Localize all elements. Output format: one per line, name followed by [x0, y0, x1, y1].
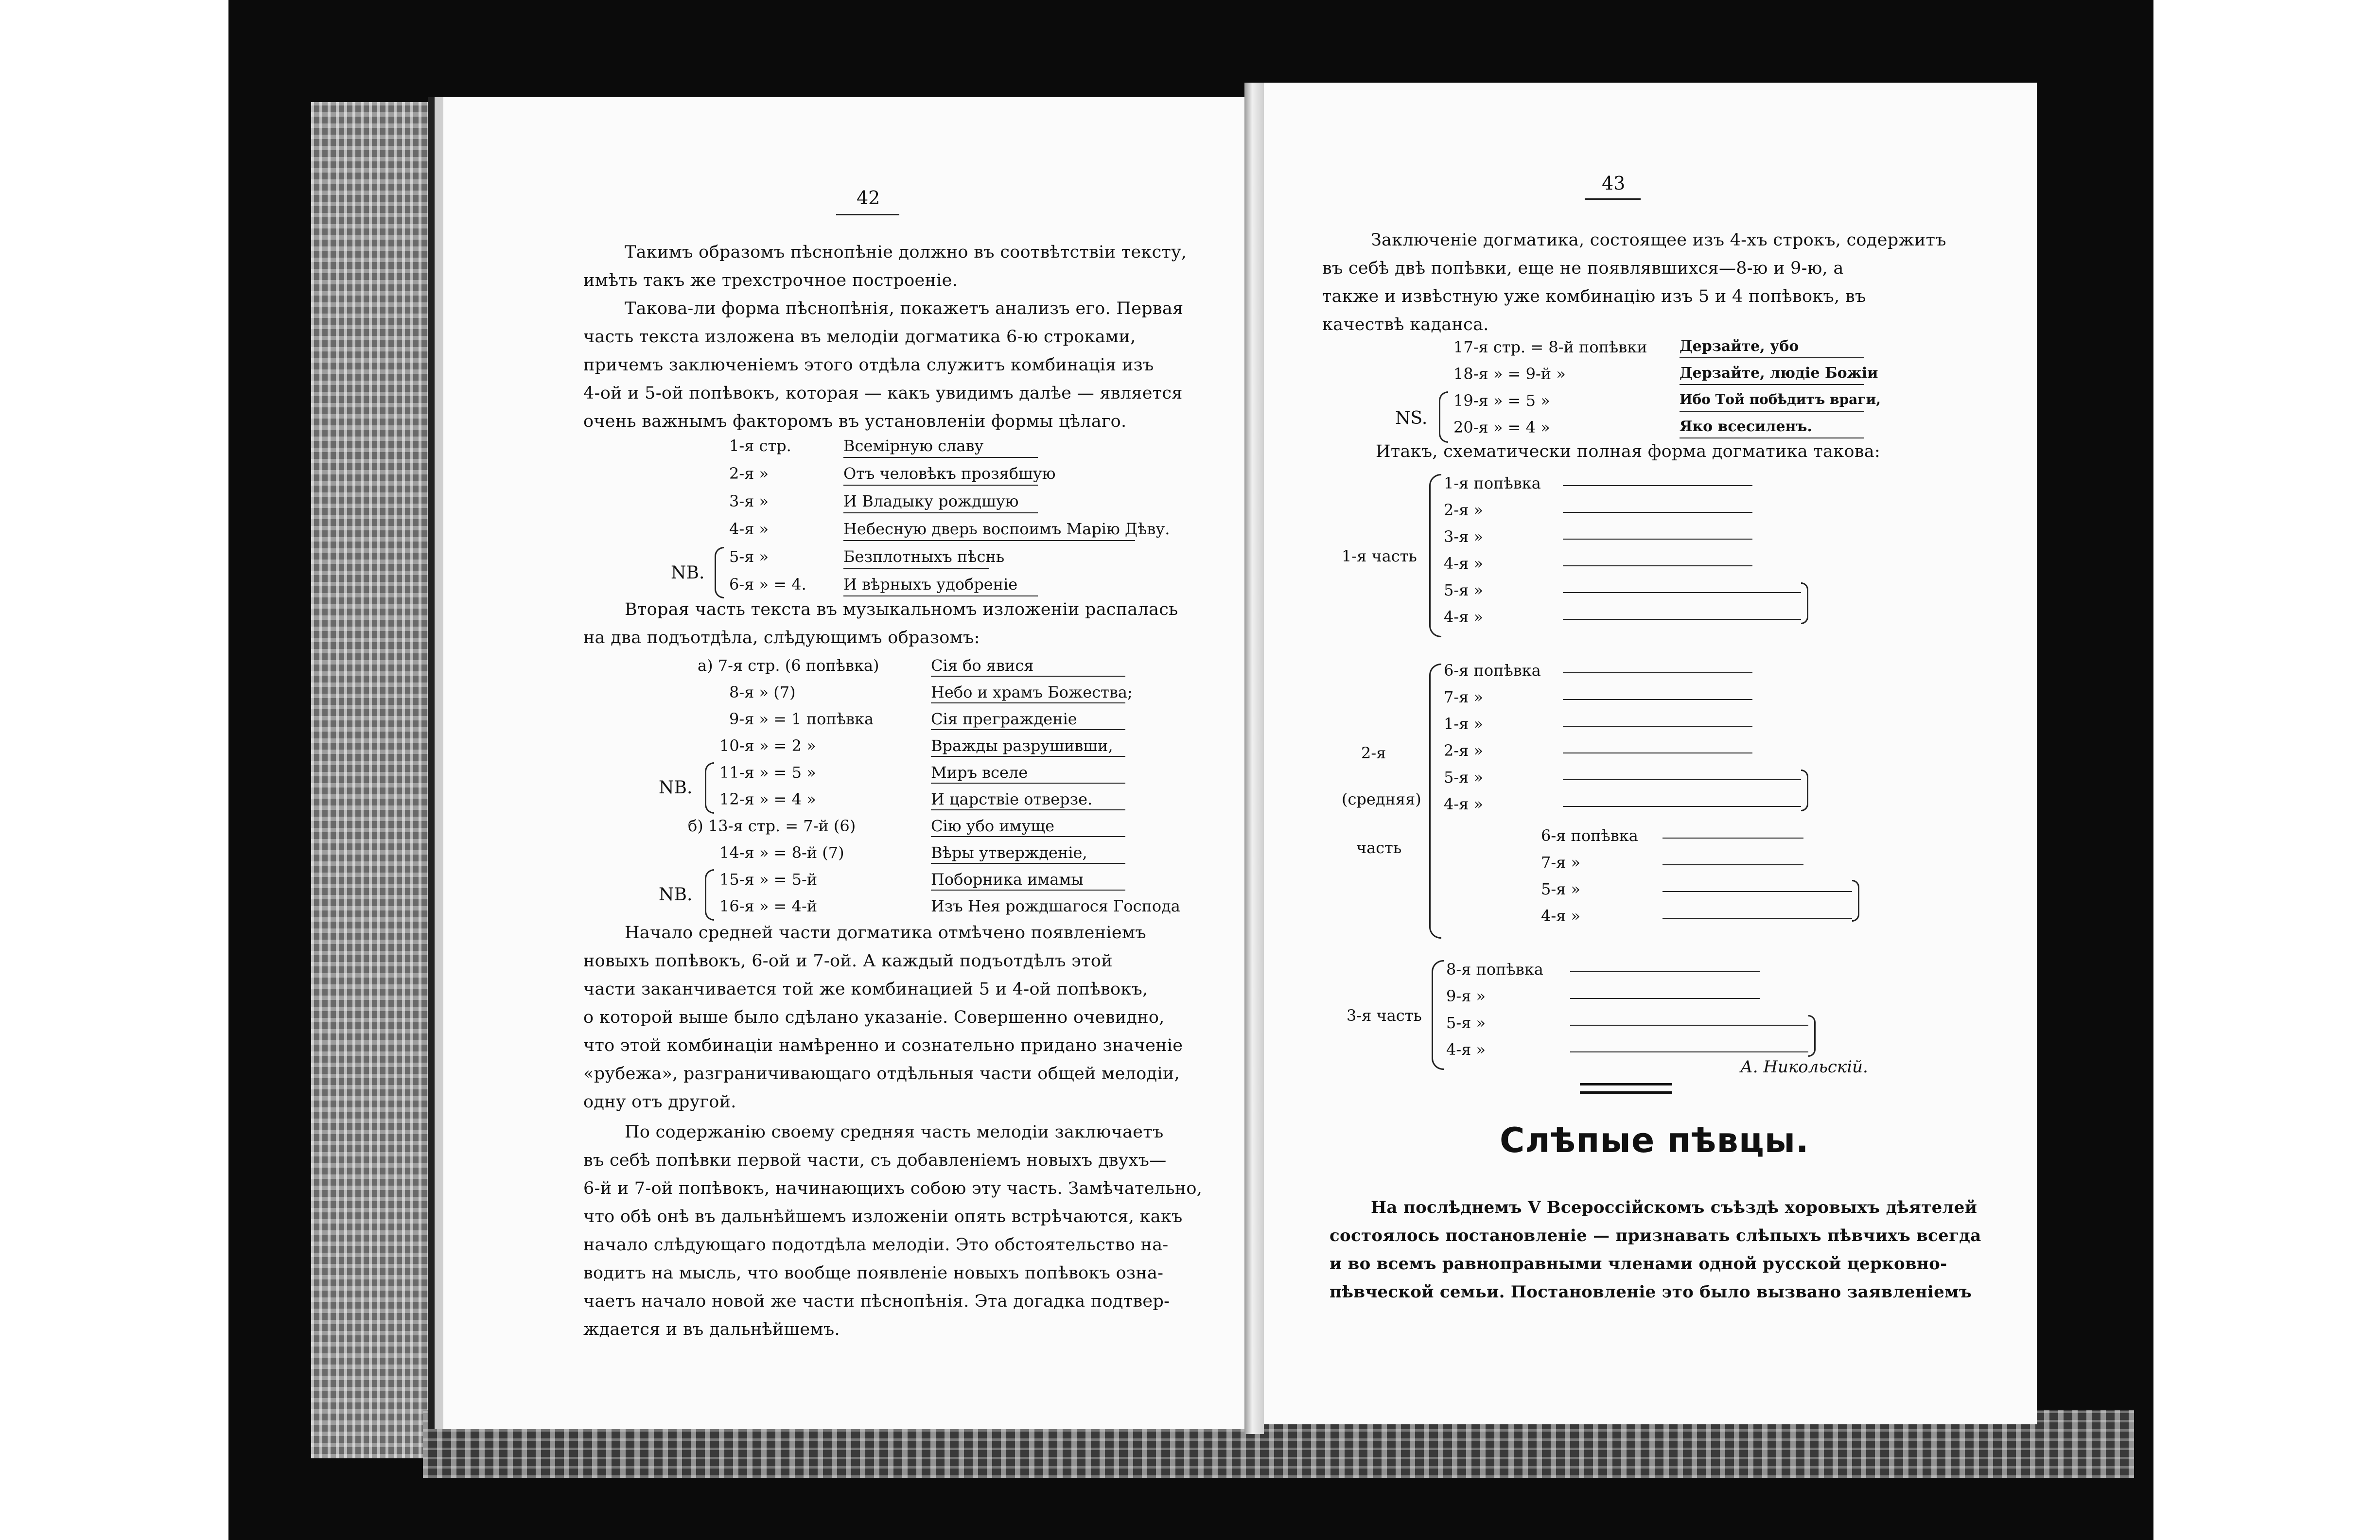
table-row-label: 14-я » = 8-й (7) — [719, 843, 844, 862]
schema-row: 4-я » — [1444, 554, 1484, 573]
table-row-label: 15-я » = 5-й — [719, 870, 818, 889]
scan-noise-left — [311, 102, 428, 1458]
table-row-text: И Владыку рождшую — [843, 492, 1019, 510]
schema-row: 4-я » — [1444, 795, 1484, 813]
schema-line — [1563, 726, 1752, 727]
text-line: въ себѣ двѣ попѣвки, еще не появлявшихся—8-ю и 9-ю, а — [1322, 259, 1844, 278]
brace — [1801, 582, 1808, 624]
brace — [1808, 1015, 1816, 1057]
schema-row: 5-я » — [1444, 581, 1484, 599]
brace — [1432, 960, 1444, 1070]
text-line: чаетъ начало новой же части пѣснопѣнія. Эта догадка подтвер- — [583, 1292, 1170, 1311]
table-row-label: 10-я » = 2 » — [719, 736, 816, 755]
schema-line — [1570, 998, 1760, 999]
text-line: пѣвческой семьи. Постановленіе это было вызвано заявленіемъ — [1330, 1282, 1972, 1302]
schema-line — [1563, 512, 1752, 513]
schema-line — [1563, 565, 1752, 566]
table-row-label: 5-я » — [729, 547, 769, 566]
schema-line — [1570, 971, 1760, 972]
table-row-label: 8-я » (7) — [729, 683, 796, 701]
brace — [1429, 664, 1441, 939]
underline — [931, 863, 1125, 864]
section-rule — [1580, 1083, 1672, 1085]
text-line: также и извѣстную уже комбинацію изъ 5 и 4 попѣвокъ, въ — [1322, 287, 1866, 306]
schema-line — [1563, 806, 1801, 807]
schema-line — [1563, 752, 1752, 753]
author-signature: А. Никольскій. — [1740, 1057, 1868, 1077]
text-line: что обѣ онѣ въ дальнѣйшемъ изложеніи опять встрѣчаются, какъ — [583, 1207, 1183, 1226]
text-line: Вторая часть текста въ музыкальномъ изложеніи распалась — [625, 600, 1178, 619]
text-line: «рубежа», разграничивающаго отдѣльныя части общей мелодіи, — [583, 1064, 1180, 1084]
table-row-text: Сія бо явися — [931, 656, 1034, 675]
table-row-label: 11-я » = 5 » — [719, 763, 816, 782]
schema-row: 2-я » — [1444, 501, 1484, 519]
schema-row: 1-я » — [1444, 715, 1484, 733]
underline — [931, 890, 1125, 891]
schema-line — [1662, 838, 1803, 839]
underline — [931, 783, 1125, 784]
schema-row: 9-я » — [1446, 987, 1486, 1005]
table-row-text: Всемірную славу — [843, 437, 984, 455]
table-row-text: Дерзайте, убо — [1680, 338, 1799, 355]
schema-row: 2-я » — [1444, 741, 1484, 760]
schema-intro: Итакъ, схематически полная форма догматика такова: — [1376, 442, 1881, 461]
schema-line — [1563, 779, 1801, 780]
text-line: Такова-ли форма пѣснопѣнія, покажетъ анализъ его. Первая — [625, 299, 1184, 318]
underline — [843, 485, 1038, 486]
text-line: причемъ заключеніемъ этого отдѣла служитъ комбинація изъ — [583, 355, 1154, 375]
underline — [931, 809, 1125, 810]
nb-label: NB. — [659, 885, 693, 905]
schema-row: 8-я попѣвка — [1446, 960, 1543, 979]
brace — [705, 869, 714, 921]
schema-row: 5-я » — [1446, 1014, 1486, 1032]
brace — [715, 547, 724, 598]
underline — [1680, 411, 1864, 412]
part-label: (средняя) — [1342, 790, 1421, 808]
table-row-text: Дерзайте, людіе Божіи — [1680, 365, 1878, 382]
schema-row: 1-я попѣвка — [1444, 474, 1541, 492]
table-row-text: Безплотныхъ пѣснь — [843, 547, 1005, 566]
table-row-label: 12-я » = 4 » — [719, 790, 816, 808]
table-row-text: Поборника имамы — [931, 870, 1084, 889]
schema-line — [1563, 619, 1801, 620]
schema-row: 6-я попѣвка — [1444, 661, 1541, 680]
section-rule — [1580, 1091, 1672, 1094]
table-row-label: 20-я » = 4 » — [1453, 418, 1550, 437]
part-label: 3-я часть — [1347, 1006, 1422, 1025]
schema-line — [1570, 1025, 1808, 1026]
text-line: Начало средней части догматика отмѣчено появленіемъ — [625, 923, 1146, 943]
text-line: качествѣ каданса. — [1322, 315, 1489, 334]
table-row-label: 4-я » — [729, 520, 769, 538]
text-line: и во всемъ равноправными членами одной русской церковно- — [1330, 1254, 1947, 1274]
table-row-text: Отъ человѣкъ прозябшую — [843, 464, 1056, 483]
table-row-text: Вѣры утвержденіе, — [931, 843, 1087, 862]
table-row-label: а) 7-я стр. (6 попѣвка) — [698, 656, 879, 675]
schema-line — [1563, 485, 1752, 486]
underline — [931, 756, 1125, 757]
page-number-left: 42 — [857, 187, 880, 209]
table-row-text: Сія прегражденіе — [931, 710, 1077, 728]
schema-row: 4-я » — [1444, 608, 1484, 626]
book-gutter — [1244, 83, 1264, 1434]
text-line: начало слѣдующаго подотдѣла мелодіи. Это обстоятельство на- — [583, 1235, 1169, 1255]
schema-line — [1662, 864, 1803, 865]
table-row-text: Изъ Нея рождшагося Господа — [931, 897, 1180, 915]
table-row-text: Миръ вселе — [931, 763, 1028, 782]
text-line: новыхъ попѣвокъ, 6-ой и 7-ой. А каждый подъотдѣлъ этой — [583, 951, 1113, 971]
part-label: часть — [1356, 839, 1402, 857]
table-row-text: Небесную дверь воспоимъ Марію Дѣву. — [843, 520, 1170, 538]
table-row-text: Небо и храмъ Божества; — [931, 683, 1133, 701]
underline — [843, 457, 1038, 458]
text-line: По содержанію своему средняя часть мелодіи заключаетъ — [625, 1122, 1164, 1142]
table-row-label: 16-я » = 4-й — [719, 897, 818, 915]
underline — [931, 676, 1125, 677]
page-number-rule — [836, 214, 899, 215]
underline — [843, 540, 1135, 541]
text-line: очень важнымъ факторомъ въ установленіи формы цѣлаго. — [583, 412, 1127, 431]
brace — [1439, 391, 1448, 443]
underline — [931, 729, 1125, 730]
schema-line — [1563, 672, 1752, 673]
schema-row: 7-я » — [1541, 853, 1581, 872]
schema-line — [1570, 1051, 1808, 1052]
ns-label: NS. — [1395, 408, 1428, 428]
part-label: 2-я — [1361, 744, 1386, 762]
underline — [931, 702, 1125, 703]
table-row-label: 17-я стр. = 8-й попѣвки — [1453, 338, 1647, 356]
nb-label: NB. — [659, 778, 693, 798]
text-line: 4-ой и 5-ой попѣвокъ, которая — какъ увидимъ далѣе — является — [583, 384, 1183, 403]
table-row-label: 3-я » — [729, 492, 769, 510]
table-row-label: 18-я » = 9-й » — [1453, 365, 1566, 383]
schema-row: 6-я попѣвка — [1541, 826, 1638, 845]
text-line: Заключеніе догматика, состоящее изъ 4-хъ строкъ, содержитъ — [1371, 230, 1946, 250]
text-line: часть текста изложена въ мелодіи догматика 6-ю строками, — [583, 327, 1136, 347]
text-line: о которой выше было сдѣлано указаніе. Совершенно очевидно, — [583, 1008, 1165, 1027]
schema-line — [1563, 539, 1752, 540]
table-row-text: И царствіе отверзе. — [931, 790, 1093, 808]
article-title: Слѣпые пѣвцы. — [1500, 1120, 1809, 1160]
text-line: 6-й и 7-ой попѣвокъ, начинающихъ собою эту часть. Замѣчательно, — [583, 1179, 1203, 1198]
table-row-label: 2-я » — [729, 464, 769, 483]
table-row-text: Ибо Той побѣдитъ враги, — [1680, 391, 1881, 407]
schema-row: 3-я » — [1444, 527, 1484, 546]
table-row-text: Яко всесиленъ. — [1680, 418, 1812, 435]
table-row-text: И вѣрныхъ удобреніе — [843, 575, 1018, 594]
underline — [1680, 384, 1864, 385]
schema-row: 4-я » — [1541, 907, 1581, 925]
text-line: что этой комбинаціи намѣренно и сознательно придано значеніе — [583, 1036, 1183, 1055]
schema-line — [1563, 592, 1801, 593]
schema-line — [1662, 891, 1852, 892]
brace — [1801, 770, 1808, 811]
table-row-label: 9-я » = 1 попѣвка — [729, 710, 874, 728]
schema-line — [1662, 918, 1852, 919]
text-line: одну отъ другой. — [583, 1092, 736, 1112]
schema-line — [1563, 699, 1752, 700]
text-line: На послѣднемъ V Всероссійскомъ съѣздѣ хоровыхъ дѣятелей — [1371, 1198, 1978, 1217]
schema-row: 4-я » — [1446, 1040, 1486, 1059]
text-line: имѣть такъ же трехстрочное построеніе. — [583, 271, 958, 290]
text-line: состоялось постановленіе — признавать слѣпыхъ пѣвчихъ всегда — [1330, 1226, 1981, 1245]
part-label: 1-я часть — [1342, 547, 1417, 565]
brace — [705, 762, 714, 814]
text-line: на два подъотдѣла, слѣдующимъ образомъ: — [583, 628, 980, 648]
text-line: въ себѣ попѣвки первой части, съ добавленіемъ новыхъ двухъ— — [583, 1151, 1167, 1170]
table-row-label: 1-я стр. — [729, 437, 791, 455]
table-row-text: Сію убо имуще — [931, 817, 1055, 835]
text-line: части заканчивается той же комбинацией 5 и 4-ой попѣвокъ, — [583, 980, 1148, 999]
schema-row: 5-я » — [1444, 768, 1484, 787]
page-number-right: 43 — [1602, 173, 1626, 194]
schema-row: 7-я » — [1444, 688, 1484, 706]
nb-label: NB. — [671, 563, 705, 583]
text-line: водитъ на мысль, что вообще появленіе новыхъ попѣвокъ озна- — [583, 1263, 1164, 1283]
schema-row: 5-я » — [1541, 880, 1581, 898]
page-number-rule — [1585, 198, 1641, 200]
underline — [843, 568, 989, 569]
underline — [931, 836, 1125, 837]
table-row-label: 19-я » = 5 » — [1453, 391, 1550, 410]
text-line: ждается и въ дальнѣйшемъ. — [583, 1320, 840, 1339]
table-row-label: 6-я » = 4. — [729, 575, 806, 594]
table-row-label: б) 13-я стр. = 7-й (6) — [688, 817, 856, 835]
underline — [843, 512, 1038, 513]
table-row-text: Вражды разрушивши, — [931, 736, 1113, 755]
underline — [1680, 357, 1864, 358]
brace — [1852, 880, 1859, 922]
text-line: Такимъ образомъ пѣснопѣніе должно въ соотвѣтствіи тексту, — [625, 243, 1187, 262]
brace — [1429, 474, 1441, 637]
